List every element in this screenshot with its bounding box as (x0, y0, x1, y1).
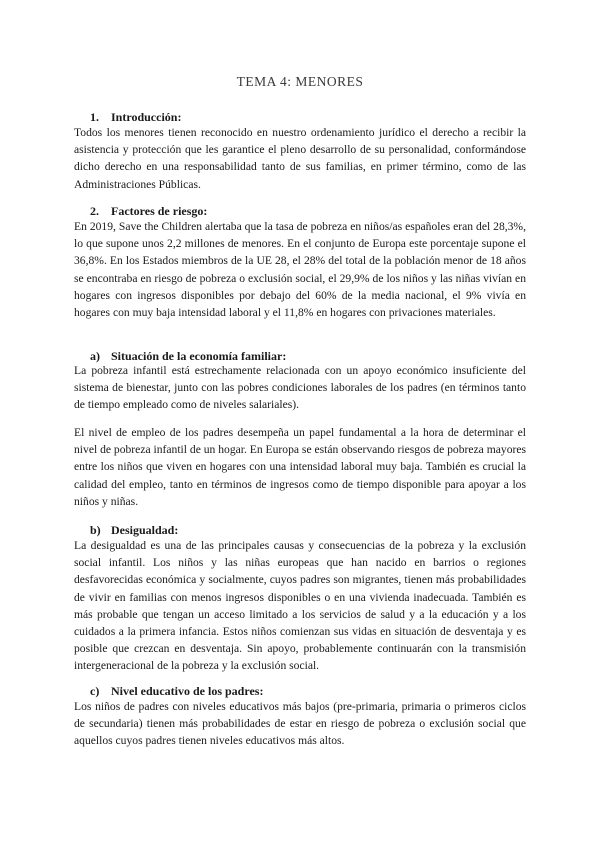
section-heading-desigualdad (90, 523, 178, 538)
paragraph-introduccion: Todos los menores tienen reconocido en nuestro ordenamiento jurídico el derecho a recibir la asistencia y protección que les garantice el pleno desarrollo de su personalidad, conformándose dicho derecho en una responsabilidad tanto de sus familias, en primer término, como de las Administraciones Públicas. (74, 126, 526, 191)
section-title: Factores de riesgo: (111, 204, 208, 218)
section-number: b) (90, 523, 101, 537)
paragraph-desigualdad: La desigualdad es una de las principales causas y consecuencias de la pobreza y la exclusión social infantil. Los niños y las niñas europeas que han nacido en barrios o regiones desfavorecidas económica y socialmente, cuyos padres son migrantes, tienen más probabilidades de vivir en familias con menos ingresos disponibles o en una vivienda inadecuada. También es más probable que tengan un acceso limitado a los servicios de salud y a la educación y a los cuidados a la primera infancia. Estos niños comienzan sus vidas en situación de desventaja y es posible que crezcan en desventaja. Sin apoyo, probablemente continuarán con la transmisión intergeneracional de la pobreza y la exclusión social. (74, 539, 526, 673)
section-title: Situación de la economía familiar: (111, 349, 287, 363)
paragraph-nivel-educativo: Los niños de padres con niveles educativos más bajos (pre-primaria, primaria o primeros ciclos de secundaria) tienen más probabilidades de estar en riesgo de pobreza o exclusión social que aquellos cuyos padres tienen niveles educativos más altos. (74, 700, 526, 748)
paragraph-economia-familiar-1: La pobreza infantil está estrechamente relacionada con un apoyo económico insuficiente del sistema de bienestar, junto con las pobres condiciones laborales de los padres (en términos tanto de tiempo empleado como de niveles salariales). (74, 364, 526, 412)
section-number: 2. (90, 204, 99, 218)
section-number: a) (90, 349, 100, 363)
section-number: c) (90, 684, 100, 698)
section-number: 1. (90, 110, 99, 124)
section-title: Nivel educativo de los padres: (111, 684, 264, 698)
paragraph-economia-familiar-2: El nivel de empleo de los padres desempeña un papel fundamental a la hora de determinar el nivel de pobreza infantil de un hogar. En Europa se están observando riesgos de pobreza mayores entre los niños que viven en hogares con una intensidad laboral muy baja. También es crucial la calidad del empleo, tanto en términos de ingresos como de tiempo disponible para apoyar a los niños y niñas. (74, 426, 527, 508)
section-title: Introducción: (111, 110, 182, 124)
section-heading-introduccion (90, 110, 181, 125)
section-heading-factores-riesgo (90, 204, 207, 219)
section-heading-nivel-educativo (90, 684, 263, 699)
document-title: TEMA 4: MENORES (236, 74, 364, 89)
section-title: Desigualdad: (111, 523, 179, 537)
paragraph-factores-riesgo: En 2019, Save the Children alertaba que la tasa de pobreza en niños/as españoles eran del 28,3%, lo que supone unos 2,2 millones de menores. En el conjunto de Europa este porcentaje supone el 36,8%. En los Estados miembros de la UE 28, el 28% del total de la población menor de 18 años se encontraba en riesgo de pobreza o exclusión social, el 29,9% de los niños y las niñas vivían en hogares con ingresos disponibles por debajo del 60% de la media nacional, el 9% vivía en hogares con muy baja intensidad laboral y el 11,8% en hogares con privaciones materiales. (74, 220, 526, 320)
